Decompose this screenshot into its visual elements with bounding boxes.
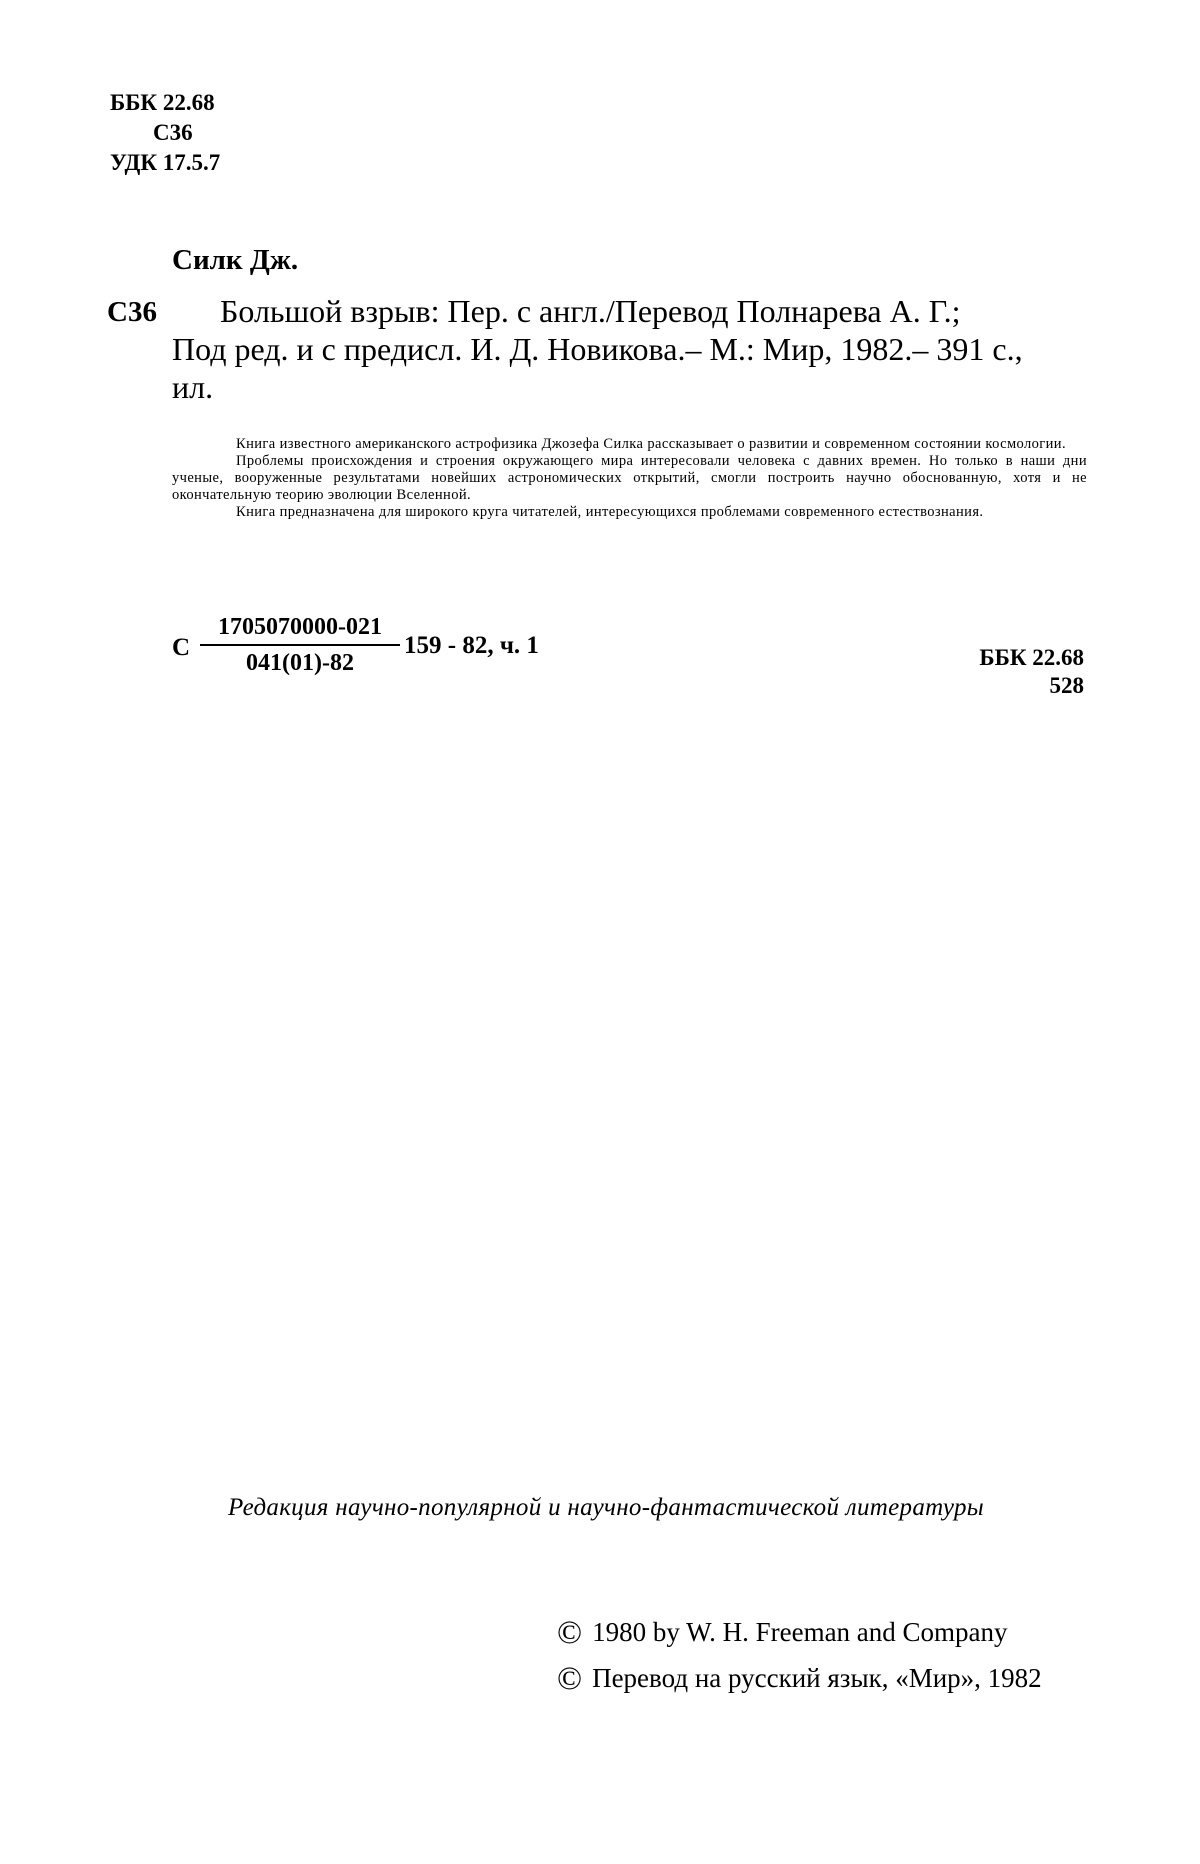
bbk-code: ББК 22.68: [110, 90, 215, 115]
annotation-paragraph: Книга предназначена для широкого круга читателей, интересующихся проблемами современного естествознания.: [236, 504, 984, 520]
annotation-paragraph: Проблемы происхождения и строения окружающего мира интересовали человека с давних времен. Но только в наши дни ученые, вооруженные результатами новейших астрономических открытий, смогли построить научно обоснованную, хотя и не окончательную теорию эволюции Вселенной.: [172, 453, 1087, 503]
code-suffix: 159 - 82, ч. 1: [404, 632, 539, 659]
copyright-icon: ©: [557, 1615, 583, 1651]
author-cipher: С36: [153, 120, 193, 145]
editorial-note: Редакция научно-популярной и научно-фантастической литературы: [228, 1494, 984, 1521]
copyright-translation-text: Перевод на русский язык, «Мир», 1982: [592, 1663, 1042, 1693]
code-fraction: [200, 614, 400, 677]
entry-line-publisher: Под ред. и с предисл. И. Д. Новикова.– М.: Мир, 1982.– 391 с.,: [172, 331, 1023, 367]
code-numerator: 1705070000-021: [200, 614, 400, 646]
copyright-translation: [557, 1656, 1042, 1702]
catalog-entry: [172, 292, 1092, 406]
entry-line-illustrations: ил.: [172, 369, 214, 405]
udk-code: УДК 17.5.7: [110, 150, 221, 175]
classification-block: [110, 88, 220, 178]
copyright-block: [557, 1610, 1042, 1702]
bbk-block: [900, 644, 1084, 700]
annotation-paragraph: Книга известного американского астрофизика Джозефа Силка рассказывает о развитии и современном состоянии космологии.: [236, 436, 1066, 452]
entry-cipher: С36: [107, 296, 157, 328]
entry-line-title: Большой взрыв: Пер. с англ./Перевод Полнарева А. Г.;: [220, 293, 961, 329]
bbk-code-right: ББК 22.68: [979, 645, 1084, 670]
annotation: [172, 436, 1087, 521]
code-letter: С: [172, 634, 191, 661]
code-denominator: 041(01)-82: [246, 650, 354, 676]
copyright-icon: ©: [557, 1661, 583, 1697]
author-name: Силк Дж.: [172, 244, 299, 276]
copyright-original-text: 1980 by W. H. Freeman and Company: [592, 1617, 1008, 1647]
bbk-number: 528: [1049, 673, 1084, 698]
copyright-original: [557, 1610, 1042, 1656]
